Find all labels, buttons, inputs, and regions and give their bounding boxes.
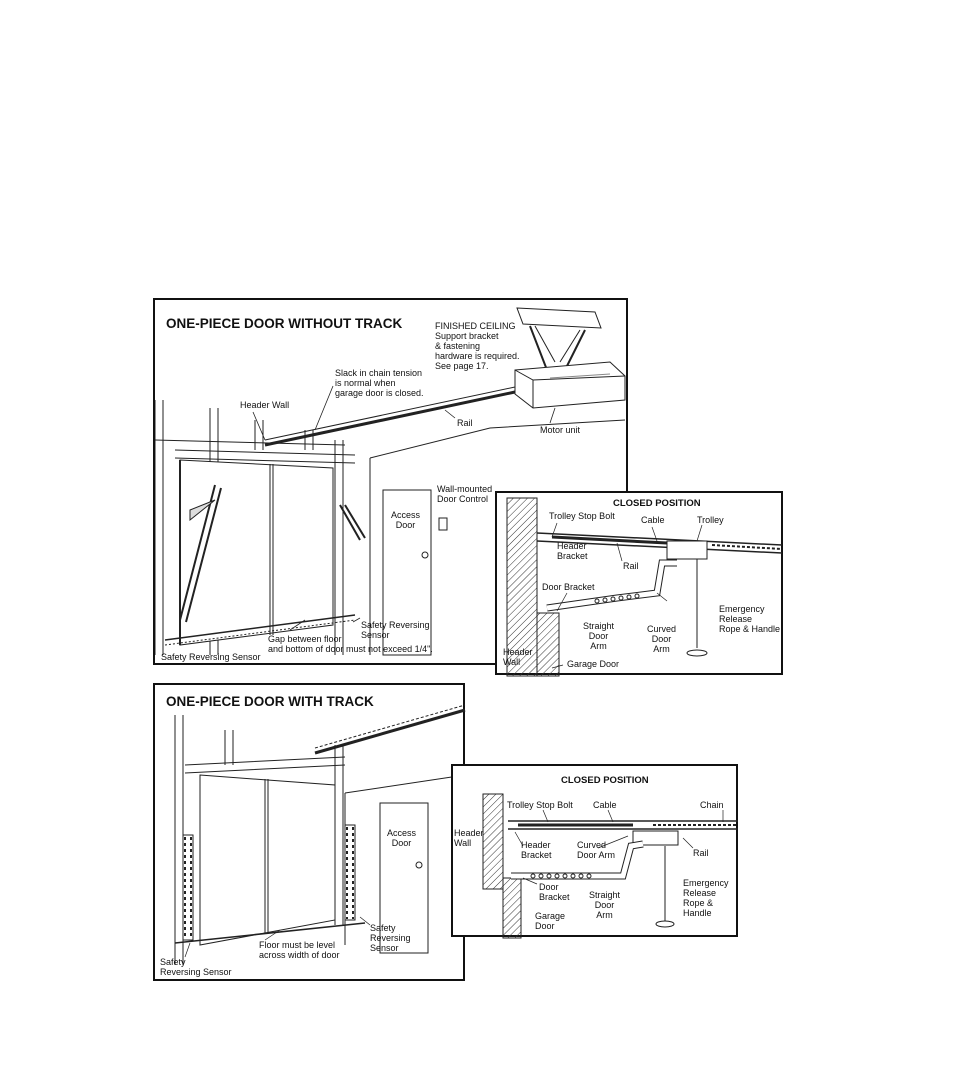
label-access-door-2: Access Door (387, 828, 417, 848)
inset-2-label-curved-arm: Curved Door Arm (577, 840, 616, 860)
inset-1-label-rail: Rail (623, 561, 639, 571)
label-gap-note: Gap between floor and bottom of door must not exceed 1/4". (268, 634, 433, 654)
garage-door (180, 460, 333, 645)
inset-2-label-header-wall: Header Wall (454, 828, 484, 848)
label-slack-chain: Slack in chain tension is normal when garage door is closed. (335, 368, 424, 398)
label-sensor-right-2: Safety Reversing Sensor (370, 923, 411, 953)
inset-2-label-emergency-release: Emergency Release Rope & Handle (683, 878, 729, 918)
label-sensor-left-2: Safety Reversing Sensor (160, 957, 232, 977)
garage-door-hatch (537, 613, 559, 676)
inset-2-label-door-bracket: Door Bracket (539, 882, 570, 902)
closed-position-inset-2 (451, 764, 738, 937)
inset-1-label-header-wall: Header Wall (503, 647, 533, 667)
label-wall-control: Wall-mounted Door Control (437, 484, 493, 504)
label-access-door: Access Door (391, 510, 421, 530)
inset-1-label-garage-door: Garage Door (567, 659, 620, 669)
inset-1-label-straight-arm: Straight Door Arm (583, 621, 615, 651)
ceiling-support-bracket (517, 308, 601, 370)
diagram-with-track (153, 683, 465, 981)
inset-2-label-header-bracket: Header Bracket (521, 840, 552, 860)
inset-1-title: CLOSED POSITION (613, 498, 701, 509)
label-rail: Rail (457, 418, 473, 428)
inset-2-label-cable: Cable (593, 800, 617, 810)
inset-1-label-emergency-release: Emergency Release Rope & Handle (719, 604, 781, 634)
garage-door (200, 775, 335, 945)
trolley (667, 541, 707, 559)
inset-2-label-chain: Chain (700, 800, 724, 810)
inset-2-title: CLOSED POSITION (561, 775, 649, 786)
inset-2-label-trolley-stop-bolt: Trolley Stop Bolt (507, 800, 573, 810)
label-header-wall: Header Wall (240, 400, 290, 410)
inset-1-label-trolley-stop-bolt: Trolley Stop Bolt (549, 511, 615, 521)
diagram-2-title: ONE-PIECE DOOR WITH TRACK (166, 694, 374, 709)
label-motor-unit: Motor unit (540, 425, 581, 435)
motor-unit (515, 362, 625, 408)
inset-1-label-door-bracket: Door Bracket (542, 582, 595, 592)
with-track-illustration (155, 685, 467, 983)
inset-1-label-curved-arm: Curved Door Arm (647, 624, 677, 654)
inset-2-label-straight-arm: Straight Door Arm (589, 890, 621, 920)
label-finished-ceiling: FINISHED CEILING Support bracket & fastening hardware is required. See page 17. (435, 321, 520, 371)
release-handle (687, 650, 707, 656)
inset-1-label-header-bracket: Header Bracket (557, 541, 588, 561)
inset-2-label-garage-door: Garage Door (535, 911, 566, 931)
inset-2-label-rail: Rail (693, 848, 709, 858)
header-wall-hatch-2 (483, 794, 503, 889)
garage-door-hatch-2 (503, 878, 521, 938)
diagram-1-title: ONE-PIECE DOOR WITHOUT TRACK (166, 316, 403, 331)
inset-1-label-cable: Cable (641, 515, 665, 525)
inset-1-label-trolley: Trolley (697, 515, 724, 525)
closed-position-inset-1 (495, 491, 783, 675)
wall-control-box (439, 518, 447, 530)
label-sensor-left: Safety Reversing Sensor (161, 652, 261, 662)
label-floor-note: Floor must be level across width of door (259, 940, 340, 960)
label-sensor-right: Safety Reversing Sensor (361, 620, 430, 640)
